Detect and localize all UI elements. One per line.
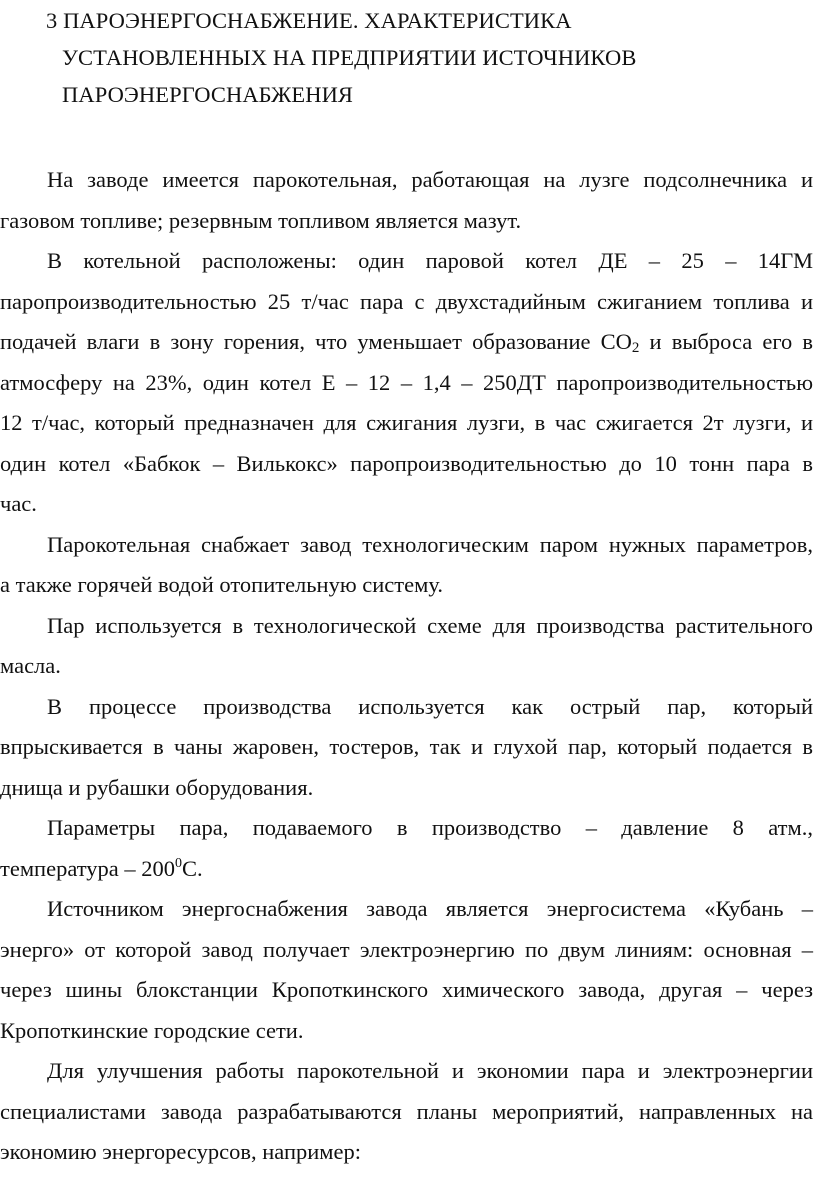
paragraph-supply bbox=[0, 525, 813, 606]
text-line: через шины блокстанции Кропоткинского химического завода, другая – через bbox=[0, 977, 813, 1002]
paragraph-boilers bbox=[0, 241, 813, 525]
text-line: масла. bbox=[0, 653, 61, 678]
section-heading bbox=[46, 2, 786, 113]
subscript: 2 bbox=[631, 340, 640, 356]
text-line: специалистами завода разрабатываются планы мероприятий, направленных на bbox=[0, 1098, 813, 1124]
text-line: экономию энергоресурсов, например: bbox=[0, 1139, 362, 1164]
text-line: На заводе имеется парокотельная, работающая на лузге подсолнечника и bbox=[47, 167, 813, 192]
text-fragment: С. bbox=[182, 855, 203, 881]
paragraph-process bbox=[0, 687, 813, 809]
superscript: 0 bbox=[175, 855, 183, 871]
text-line-temperature bbox=[0, 849, 813, 890]
text-line: паропроизводительностью 25 т/час пара с двухстадийным сжиганием топлива и bbox=[0, 288, 813, 314]
text-fragment: и выброса его в bbox=[639, 329, 813, 354]
text-line: один котел «Бабкок – Вилькокс» паропроизводительностью до 10 тонн пара в bbox=[0, 450, 813, 476]
text-line: атмосферу на 23%, один котел Е – 12 – 1,4 – 250ДТ паропроизводительностью bbox=[0, 369, 813, 395]
paragraph-steam-usage bbox=[0, 606, 813, 687]
text-line: Пар используется в технологической схеме для производства растительного bbox=[47, 612, 813, 638]
text-line: Источником энергоснабжения завода является энергосистема «Кубань – bbox=[47, 896, 813, 921]
text-line: а также горячей водой отопительную систему. bbox=[0, 572, 443, 597]
heading-line-1: 3 ПАРОЭНЕРГОСНАБЖЕНИЕ. ХАРАКТЕРИСТИКА bbox=[46, 8, 572, 33]
paragraph-improvements bbox=[0, 1051, 813, 1173]
text-line: Для улучшения работы парокотельной и экономии пара и электроэнергии bbox=[47, 1058, 813, 1083]
text-line: час. bbox=[0, 491, 37, 516]
text-line: В процессе производства используется как острый пар, который bbox=[47, 693, 813, 719]
paragraph-boiler-house bbox=[0, 160, 813, 241]
heading-line-3: ПАРОЭНЕРГОСНАБЖЕНИЯ bbox=[62, 82, 354, 107]
paragraph-parameters bbox=[0, 808, 813, 889]
text-line: 12 т/час, который предназначен для сжигания лузги, в час сжигается 2т лузги, и bbox=[0, 410, 813, 435]
text-line: Кропоткинские городские сети. bbox=[0, 1017, 304, 1043]
text-line: днища и рубашки оборудования. bbox=[0, 774, 314, 800]
text-fragment: температура – 200 bbox=[0, 855, 176, 881]
text-line: впрыскивается в чаны жаровен, тостеров, так и глухой пар, который подается в bbox=[0, 734, 813, 759]
text-line: газовом топливе; резервным топливом является мазут. bbox=[0, 207, 522, 233]
text-fragment: подачей влаги в зону горения, что уменьшает образование СО bbox=[0, 329, 632, 354]
text-line: энерго» от которой завод получает электроэнергию по двум линиям: основная – bbox=[0, 936, 813, 962]
text-line-co2 bbox=[0, 322, 813, 363]
heading-line-2: УСТАНОВЛЕННЫХ НА ПРЕДПРИЯТИИ ИСТОЧНИКОВ bbox=[62, 45, 637, 70]
text-line: Парокотельная снабжает завод технологическим паром нужных параметров, bbox=[47, 531, 813, 557]
text-line: В котельной расположены: один паровой котел ДЕ – 25 – 14ГМ bbox=[47, 248, 813, 273]
text-line: Параметры пара, подаваемого в производство – давление 8 атм., bbox=[47, 815, 813, 840]
paragraph-power-source bbox=[0, 889, 813, 1051]
document-body bbox=[0, 160, 813, 1173]
